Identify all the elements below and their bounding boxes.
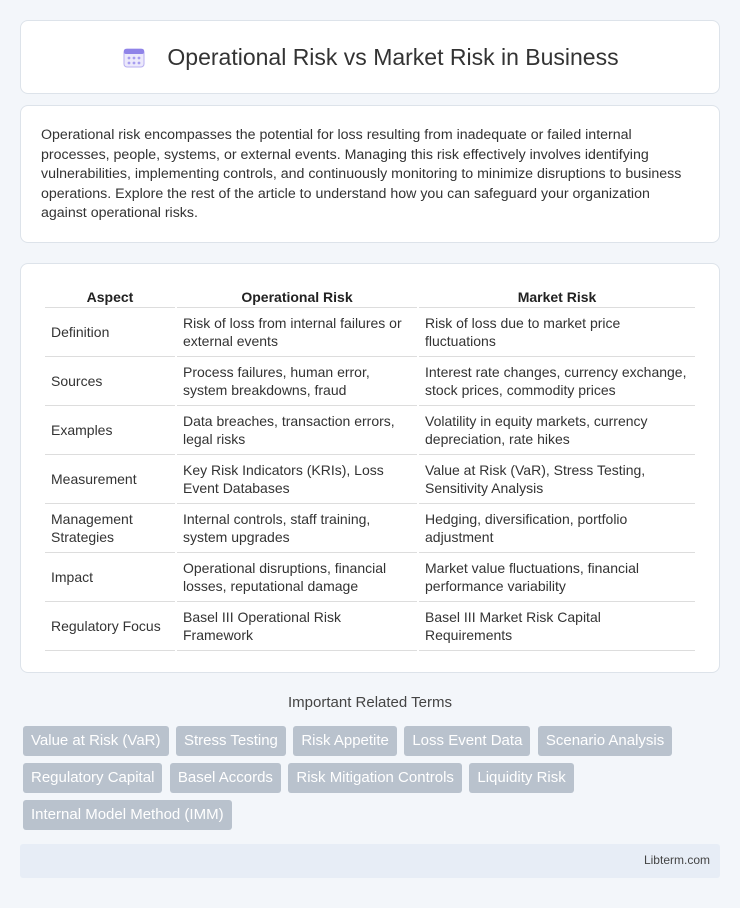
term-tag[interactable]: Stress Testing: [176, 726, 286, 756]
table-cell: Market value fluctuations, financial performance variability: [419, 553, 695, 602]
column-header: Aspect: [45, 286, 175, 308]
term-tag[interactable]: Risk Mitigation Controls: [288, 763, 462, 793]
table-cell: Process failures, human error, system breakdowns, fraud: [177, 357, 417, 406]
table-row: [45, 455, 695, 504]
table-cell: Value at Risk (VaR), Stress Testing, Sensitivity Analysis: [419, 455, 695, 504]
intro-text: Operational risk encompasses the potential for loss resulting from inadequate or failed internal processes, people, systems, or external events. Managing this risk effectively involves identifying vulnerabilities, implementing controls, and continuously monitoring to minimize disruptions to business operations. Explore the rest of the article to understand how you can safeguard your organization against operational risks.: [41, 127, 682, 221]
term-tag[interactable]: Scenario Analysis: [538, 726, 672, 756]
table-row: [45, 308, 695, 357]
term-tag[interactable]: Basel Accords: [170, 763, 281, 793]
table-row: [45, 357, 695, 406]
table-cell: Management Strategies: [45, 504, 175, 553]
calendar-icon: [121, 44, 147, 70]
term-tag[interactable]: Liquidity Risk: [469, 763, 573, 793]
table-cell: Basel III Operational Risk Framework: [177, 602, 417, 651]
table-cell: Risk of loss due to market price fluctuations: [419, 308, 695, 357]
header-card: [20, 20, 720, 94]
related-terms-title: Important Related Terms: [288, 694, 452, 711]
table-cell: Regulatory Focus: [45, 602, 175, 651]
table-row: [45, 504, 695, 553]
table-cell: Volatility in equity markets, currency depreciation, rate hikes: [419, 406, 695, 455]
column-header: Market Risk: [419, 286, 695, 308]
table-cell: Data breaches, transaction errors, legal risks: [177, 406, 417, 455]
table-cell: Definition: [45, 308, 175, 357]
table-cell: Hedging, diversification, portfolio adjustment: [419, 504, 695, 553]
table-cell: Impact: [45, 553, 175, 602]
comparison-table: [43, 286, 697, 651]
footer-site-link[interactable]: Libterm.com: [643, 853, 710, 867]
table-cell: Measurement: [45, 455, 175, 504]
table-row: [45, 406, 695, 455]
table-cell: Internal controls, staff training, system upgrades: [177, 504, 417, 553]
term-tag[interactable]: Risk Appetite: [293, 726, 397, 756]
table-header-row: [45, 286, 695, 308]
table-cell: Sources: [45, 357, 175, 406]
comparison-table-card: [20, 263, 720, 673]
related-terms-list: [23, 726, 723, 837]
term-tag[interactable]: Value at Risk (VaR): [23, 726, 169, 756]
table-row: [45, 553, 695, 602]
term-tag[interactable]: Internal Model Method (IMM): [23, 800, 232, 830]
intro-card: [20, 105, 720, 243]
column-header: Operational Risk: [177, 286, 417, 308]
footer: [20, 844, 720, 878]
table-row: [45, 602, 695, 651]
table-cell: Interest rate changes, currency exchange, stock prices, commodity prices: [419, 357, 695, 406]
table-cell: Key Risk Indicators (KRIs), Loss Event Databases: [177, 455, 417, 504]
term-tag[interactable]: Regulatory Capital: [23, 763, 162, 793]
term-tag[interactable]: Loss Event Data: [404, 726, 530, 756]
page-title: Operational Risk vs Market Risk in Business: [167, 43, 619, 70]
table-cell: Examples: [45, 406, 175, 455]
table-cell: Basel III Market Risk Capital Requirements: [419, 602, 695, 651]
table-cell: Operational disruptions, financial losses, reputational damage: [177, 553, 417, 602]
table-cell: Risk of loss from internal failures or external events: [177, 308, 417, 357]
